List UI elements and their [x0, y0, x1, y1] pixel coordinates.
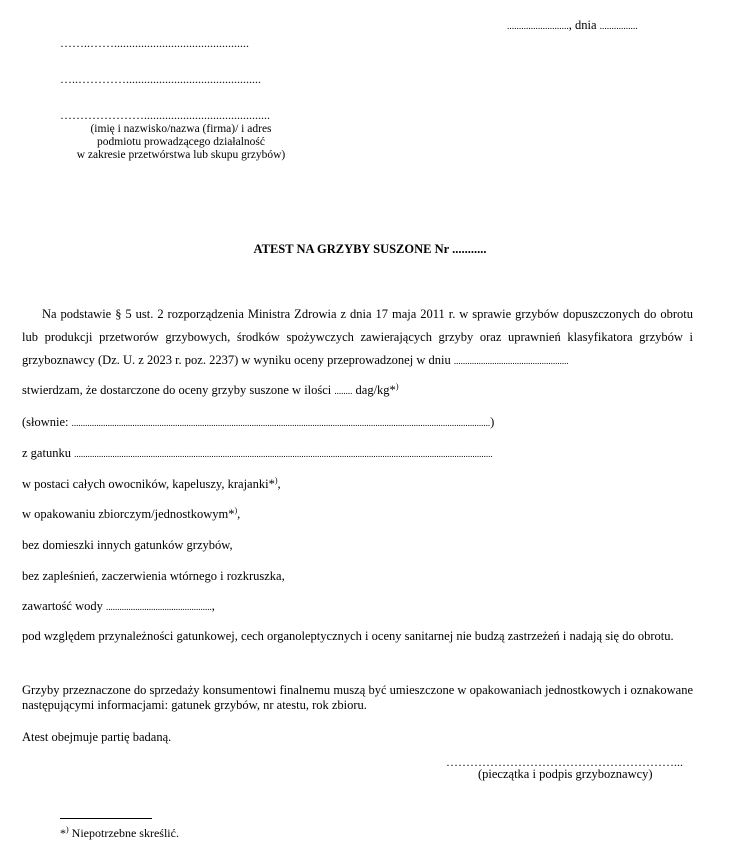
signature-caption: (pieczątka i podpis grzyboznawcy)	[478, 767, 653, 781]
quantity-footnote-mark: )	[395, 381, 399, 391]
date-line	[507, 18, 638, 33]
intro-date-dots: ...................................................	[453, 356, 569, 366]
signature-dots: …………………………………………………...	[446, 755, 683, 769]
packaging-comma: ,	[237, 507, 241, 521]
mold-line: bez zapleśnień, zaczerwienia wtórnego i rozkruszka,	[22, 569, 285, 583]
applicant-line-2: …..………….............................................	[60, 72, 261, 86]
date-place-dots: ..........................	[507, 22, 569, 32]
form-comma: ,	[277, 477, 281, 491]
form-footnote-mark: )	[274, 475, 278, 485]
words-dots: ..........................................................................................................................................................................................	[71, 418, 491, 428]
document-title: ATEST NA GRZYBY SUSZONE Nr ...........	[253, 242, 487, 256]
footnote-text: Niepotrzebne skreślić.	[68, 826, 179, 840]
caption-line-3: w zakresie przetwórstwa lub skupu grzybów)	[76, 149, 286, 161]
assessment-paragraph: pod względem przynależności gatunkowej, cech organoleptycznych i oceny sanitarnej nie budzą zastrzeżeń i nadają się do obrotu.	[22, 629, 674, 643]
packaging-text: w opakowaniu zbiorczym/jednostkowym*	[22, 507, 235, 521]
batch-line: Atest obejmuje partię badaną.	[22, 730, 172, 744]
water-comma: ,	[211, 599, 215, 613]
intro-text: Na podstawie § 5 ust. 2 rozporządzenia Ministra Zdrowia z dnia 17 maja 2011 r. w sprawie grzybów dopuszczonych do obrotu lub produkcji przetworów grzybowych, środków spożywczych zawierających grzyby oraz uprawnień klasyfikatora grzybów i grzyboznawcy (Dz. U. z 2023 r. poz. 2237) w wyniku oceny przeprowadzonej w dniu	[22, 307, 693, 367]
words-line	[22, 415, 494, 430]
words-close: )	[490, 415, 495, 429]
words-label: (słownie:	[22, 415, 72, 429]
form-line	[22, 477, 281, 492]
footnote-mark: *	[60, 826, 66, 840]
date-label: , dnia	[568, 18, 600, 32]
footnote	[60, 826, 179, 841]
labeling-paragraph	[22, 683, 693, 713]
date-day-dots: ................	[599, 22, 638, 32]
applicant-line-1: ……..…….............................................	[60, 36, 249, 50]
caption-line-2: podmiotu prowadzącego działalność	[97, 136, 265, 148]
species-line	[22, 446, 493, 461]
applicant-caption	[56, 123, 306, 162]
caption-line-1: (imię i nazwisko/nazwa (firma)/ i adres	[90, 123, 272, 135]
water-line	[22, 599, 215, 614]
species-label: z gatunku	[22, 446, 75, 460]
footnote-separator	[60, 818, 152, 819]
water-label: zawartość wody	[22, 599, 106, 613]
quantity-line	[22, 383, 398, 398]
quantity-dots: ........	[334, 386, 353, 396]
species-dots: ..........................................................................................................................................................................................	[74, 449, 493, 459]
applicant-line-3: …………………..........................................	[60, 108, 270, 122]
form-text: w postaci całych owocników, kapeluszy, krajanki*	[22, 477, 275, 491]
admixture-line: bez domieszki innych gatunków grzybów,	[22, 538, 233, 552]
packaging-line	[22, 507, 240, 522]
labeling-text: Grzyby przeznaczone do sprzedaży konsumentowi finalnemu muszą być umieszczone w opakowaniach jednostkowych i oznakowane następującymi informacjami: gatunek grzybów, nr atestu, rok zbioru.	[22, 683, 693, 712]
water-dots: ...............................................	[106, 602, 212, 612]
quantity-unit: dag/kg*	[352, 383, 396, 397]
footnote-mark-sup: )	[66, 825, 69, 834]
packaging-footnote-mark: )	[234, 505, 238, 515]
quantity-text: stwierdzam, że dostarczone do oceny grzyby suszone w ilości	[22, 383, 335, 397]
intro-paragraph	[22, 303, 693, 373]
